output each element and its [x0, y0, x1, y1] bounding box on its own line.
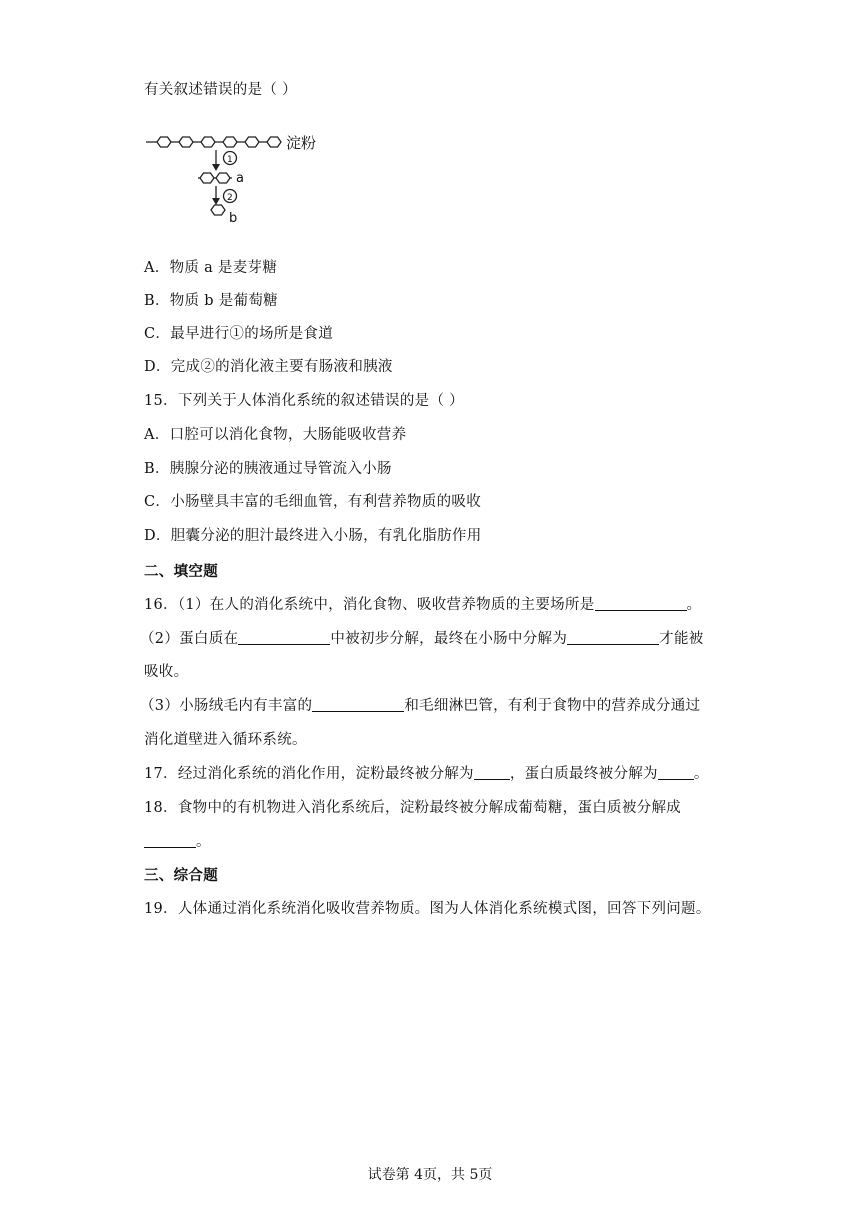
glucose-unit-hexagon — [267, 137, 281, 147]
q16-part2-line2: 吸收。 — [144, 664, 189, 680]
answer-blank[interactable] — [595, 595, 687, 611]
answer-blank[interactable] — [474, 764, 510, 780]
step1-number: 1 — [227, 155, 233, 165]
answer-blank[interactable] — [312, 696, 404, 712]
label-a: a — [236, 171, 244, 186]
q15-option-c: C．小肠壁具丰富的毛细血管，有利营养物质的吸收 — [144, 494, 481, 510]
q17-text-c: 。 — [693, 766, 709, 782]
q15-stem: 15．下列关于人体消化系统的叙述错误的是（ ） — [144, 393, 464, 409]
q15-option-a: A．口腔可以消化食物，大肠能吸收营养 — [144, 427, 407, 443]
q16-part2-a: （2）蛋白质在 — [140, 631, 239, 647]
glucose-unit-hexagon — [157, 137, 171, 147]
page-footer: 试卷第 4页，共 5页 — [367, 1167, 493, 1183]
q16-part3-line2: 消化道壁进入循环系统。 — [144, 732, 307, 748]
answer-blank[interactable] — [144, 832, 196, 848]
answer-blank[interactable] — [238, 629, 330, 645]
q16-part1-end: 。 — [686, 597, 702, 613]
glucose-unit-hexagon — [245, 137, 259, 147]
q14-option-c: C．最早进行①的场所是食道 — [144, 326, 333, 342]
glucose-unit-hexagon — [223, 137, 237, 147]
glucose-unit-hexagon — [179, 137, 193, 147]
step2-number: 2 — [227, 193, 233, 203]
q17-text-a: 17．经过消化系统的消化作用，淀粉最终被分解为 — [144, 766, 474, 782]
q17-text-b: ，蛋白质最终被分解为 — [509, 766, 658, 782]
q16-part3 — [140, 694, 700, 715]
answer-blank[interactable] — [658, 764, 694, 780]
q14-option-a: A．物质 a 是麦芽糖 — [144, 260, 278, 276]
q16-part1 — [144, 593, 701, 614]
label-b: b — [229, 211, 238, 226]
maltose-unit-hexagon — [200, 173, 214, 183]
q16-part2-c: 才能被 — [659, 631, 704, 647]
q15-option-b: B．胰腺分泌的胰液通过导管流入小肠 — [144, 461, 392, 477]
maltose-unit-hexagon — [216, 173, 230, 183]
q17 — [144, 762, 709, 783]
q16-part3-b: 和毛细淋巴管，有利于食物中的营养成分通过 — [404, 698, 701, 714]
q18-line2 — [144, 830, 211, 851]
q18-end: 。 — [196, 834, 211, 850]
q14-stem-tail: 有关叙述错误的是（ ） — [144, 82, 297, 98]
answer-blank[interactable] — [567, 629, 659, 645]
starch-digestion-diagram — [140, 126, 340, 226]
q16-part1-text: 16．（1）在人的消化系统中，消化食物、吸收营养物质的主要场所是 — [144, 597, 595, 613]
q16-part2 — [140, 627, 704, 648]
glucose-unit-hexagon — [201, 137, 215, 147]
q14-option-d: D．完成②的消化液主要有肠液和胰液 — [144, 359, 393, 375]
glucose-single-hexagon — [211, 205, 225, 215]
q14-option-b: B．物质 b 是葡萄糖 — [144, 293, 278, 309]
section-title-comprehensive: 三、综合题 — [144, 867, 218, 884]
q18-line1: 18．食物中的有机物进入消化系统后，淀粉最终被分解成葡萄糖，蛋白质被分解成 — [144, 800, 682, 816]
q19-stem: 19．人体通过消化系统消化吸收营养物质。图为人体消化系统模式图，回答下列问题。 — [144, 901, 711, 917]
starch-label: 淀粉 — [286, 134, 317, 152]
section-title-fill-in: 二、填空题 — [144, 563, 218, 580]
q16-part2-b: 中被初步分解，最终在小肠中分解为 — [330, 631, 568, 647]
q15-option-d: D．胆囊分泌的胆汁最终进入小肠，有乳化脂肪作用 — [144, 528, 482, 544]
q16-part3-a: （3）小肠绒毛内有丰富的 — [140, 698, 313, 714]
